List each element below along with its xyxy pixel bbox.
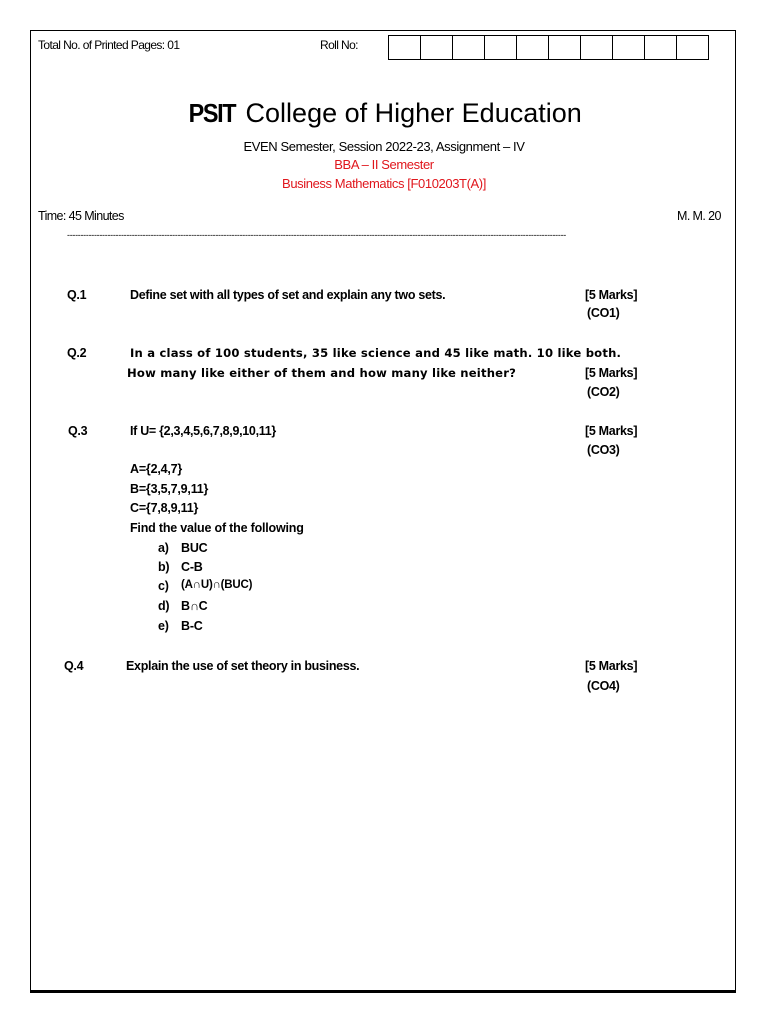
program-line: BBA – II Semester: [334, 157, 434, 172]
time-label: Time: 45 Minutes: [38, 209, 124, 223]
q3-instruction: Find the value of the following: [130, 521, 304, 535]
college-name: College of Higher Education: [245, 98, 582, 128]
set-c: C={7,8,9,11}: [130, 501, 199, 515]
roll-no-box[interactable]: [420, 35, 453, 60]
q4-number: Q.4: [64, 659, 84, 673]
roll-no-box[interactable]: [548, 35, 581, 60]
roll-no-box[interactable]: [388, 35, 421, 60]
page-border-bottom: [30, 990, 736, 993]
q4-marks: [5 Marks]: [585, 659, 638, 673]
q4-text: Explain the use of set theory in business.: [126, 659, 360, 673]
college-title: [0, 98, 768, 129]
roll-no-box[interactable]: [676, 35, 709, 60]
roll-no-box[interactable]: [516, 35, 549, 60]
part-c-expr: (A∩U)∩(BUC): [181, 579, 253, 591]
q2-number: Q.2: [67, 346, 87, 360]
q1-marks: [5 Marks]: [585, 288, 638, 302]
part-d-expr: B∩C: [181, 599, 208, 613]
roll-no-box[interactable]: [612, 35, 645, 60]
roll-no-box[interactable]: [452, 35, 485, 60]
q3-marks: [5 Marks]: [585, 424, 638, 438]
roll-no-box[interactable]: [580, 35, 613, 60]
q1-co: (CO1): [587, 306, 620, 320]
session-line: EVEN Semester, Session 2022-23, Assignment – IV: [243, 139, 525, 154]
q3-text: If U= {2,3,4,5,6,7,8,9,10,11}: [130, 424, 276, 438]
subject-line: Business Mathematics [F010203T(A)]: [282, 176, 486, 191]
set-b: B={3,5,7,9,11}: [130, 482, 209, 496]
part-a-label: a): [158, 541, 169, 555]
total-pages: Total No. of Printed Pages: 01: [38, 38, 180, 52]
q2-marks: [5 Marks]: [585, 366, 638, 380]
max-marks: M. M. 20: [677, 209, 721, 223]
part-e-label: e): [158, 619, 169, 633]
part-d-label: d): [158, 599, 170, 613]
part-a-expr: BUC: [181, 541, 208, 555]
roll-no-label: Roll No:: [320, 38, 358, 52]
part-b-expr: C-B: [181, 560, 203, 574]
part-b-label: b): [158, 560, 170, 574]
q3-number: Q.3: [68, 424, 88, 438]
q2-text-line1: In a class of 100 students, 35 like science and 45 like math. 10 like both.: [130, 346, 622, 360]
q1-text: Define set with all types of set and explain any two sets.: [130, 288, 446, 302]
q2-co: (CO2): [587, 385, 620, 399]
q4-co: (CO4): [587, 679, 620, 693]
set-a: A={2,4,7}: [130, 462, 183, 476]
roll-no-boxes: [389, 35, 709, 60]
roll-no-box[interactable]: [484, 35, 517, 60]
psit-logo: PSIT: [188, 98, 236, 128]
q2-text-line2: How many like either of them and how many like neither?: [127, 366, 517, 380]
q3-co: (CO3): [587, 443, 620, 457]
part-e-expr: B-C: [181, 619, 203, 633]
q1-number: Q.1: [67, 288, 87, 302]
part-c-label: c): [158, 579, 169, 593]
separator-line: -----------------------------------------------------------------------------------------------------------------------------------------------------------------------------------------: [67, 230, 566, 240]
roll-no-box[interactable]: [644, 35, 677, 60]
